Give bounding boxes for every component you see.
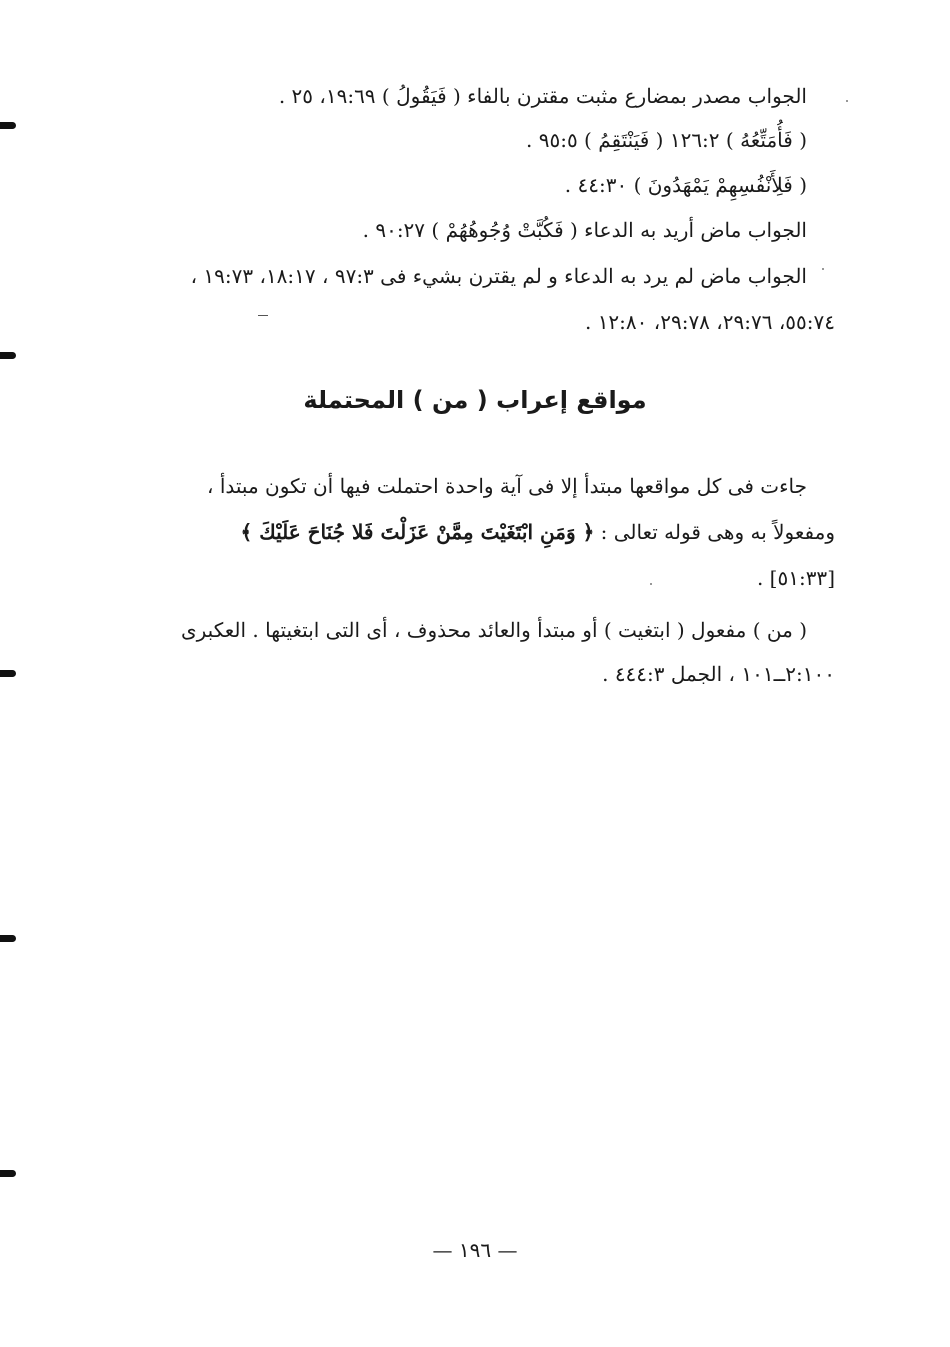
- text-line: ( فَلِأَنْفُسِهِمْ يَمْهَدُونَ ) ٤٤:٣٠ .: [564, 173, 807, 197]
- text-line: الجواب ماض أريد به الدعاء ( فَكُبَّتْ وُجُوهُهُمْ ) ٩٠:٢٧ .: [362, 218, 807, 242]
- paragraph-line: [95, 518, 835, 546]
- paragraph-text: ومفعولاً به وهى قوله تعالى :: [594, 520, 835, 544]
- binding-mark: [0, 1170, 16, 1177]
- section-heading: مواقع إعراب ( من ) المحتملة: [303, 386, 647, 414]
- text-line: الجواب مصدر بمضارع مثبت مقترن بالفاء ( فَيَقُولُ ) ١٩:٦٩، ٢٥ .: [278, 84, 807, 108]
- paragraph-line: جاءت فى كل مواقعها مبتدأ إلا فى آية واحدة احتملت فيها أن تكون مبتدأ ،: [207, 474, 807, 498]
- binding-mark: [0, 352, 16, 359]
- paragraph-line: [٥١:٣٣] .: [756, 566, 835, 590]
- scan-speck: [822, 268, 824, 270]
- text-line: ٥٥:٧٤، ٢٩:٧٦، ٢٩:٧٨، ١٢:٨٠ .: [584, 310, 835, 334]
- scan-speck: [846, 100, 848, 102]
- quran-verse: ﴿ وَمَنِ ابْتَغَيْتَ مِمَّنْ عَزَلْتَ فَلا جُنَاحَ عَلَيْكَ ﴾: [240, 520, 595, 544]
- text-line: الجواب ماض لم يرد به الدعاء و لم يقترن بشيء فى ٩٧:٣ ، ١٨:١٧، ١٩:٧٣ ،: [190, 264, 807, 288]
- note-line: ٢:١٠٠ــ١٠١ ، الجمل ٤٤٤:٣ .: [602, 662, 835, 686]
- page-number: — ١٩٦ —: [432, 1238, 518, 1262]
- binding-mark: [0, 935, 16, 942]
- binding-mark: [0, 122, 16, 129]
- binding-mark: [0, 670, 16, 677]
- note-line: ( من ) مفعول ( ابتغيت ) أو مبتدأ والعائد محذوف ، أى التى ابتغيتها . العكبرى: [180, 618, 807, 642]
- text-line: ( فَأُمَتِّعُهُ ) ١٢٦:٢ ( فَيَنْتَقِمُ ) ٩٥:٥ .: [526, 128, 807, 152]
